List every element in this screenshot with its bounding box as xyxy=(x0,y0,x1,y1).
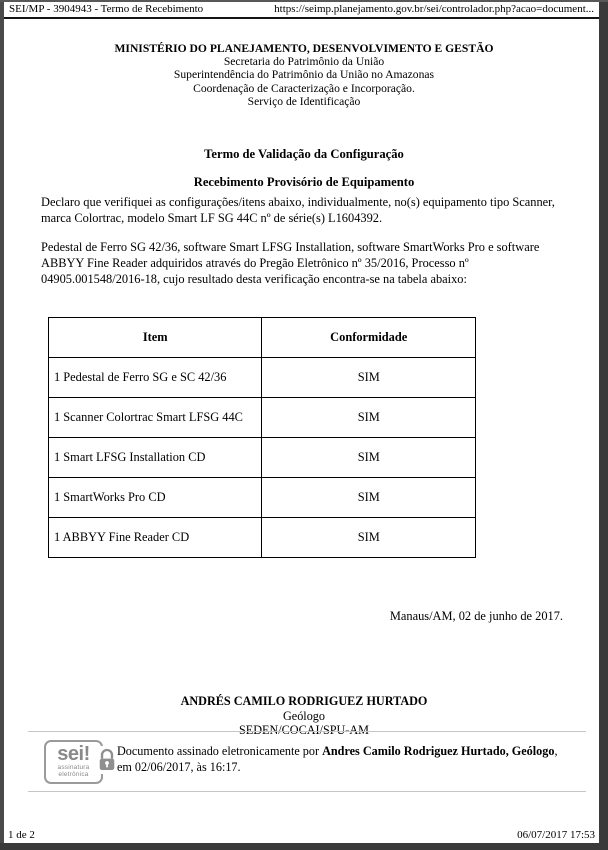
column-header-conformidade: Conformidade xyxy=(262,318,476,358)
item-cell: 1 Scanner Colortrac Smart LFSG 44C xyxy=(49,398,262,438)
table-header-row xyxy=(49,318,476,358)
print-header-url: https://seimp.planejamento.gov.br/sei/controlador.php?acao=document... xyxy=(274,3,594,15)
conformidade-cell: SIM xyxy=(262,478,476,518)
table-row xyxy=(49,518,476,558)
conformity-table xyxy=(48,317,476,558)
item-cell: 1 ABBYY Fine Reader CD xyxy=(49,518,262,558)
declaration-paragraph: Declaro que verifiquei as configurações/itens abaixo, individualmente, no(s) equipamento tipo Scanner, marca Colortrac, modelo Smart LF SG 44C nº de série(s) L1604392. xyxy=(41,195,555,225)
page-edge-bottom xyxy=(0,843,608,850)
item-cell: 1 Pedestal de Ferro SG e SC 42/36 xyxy=(49,358,262,398)
letterhead-line: Secretaria do Patrimônio da União xyxy=(223,55,385,69)
table-row xyxy=(49,478,476,518)
electronic-signature-row xyxy=(44,738,570,792)
sei-logo-text: sei! xyxy=(57,743,90,765)
conformidade-cell: SIM xyxy=(262,398,476,438)
signer-name: ANDRÉS CAMILO RODRIGUEZ HURTADO xyxy=(180,694,428,708)
esig-signer-bold: Andres Camilo Rodriguez Hurtado, Geólogo xyxy=(322,744,555,758)
ministry-name: MINISTÉRIO DO PLANEJAMENTO, DESENVOLVIMENTO E GESTÃO xyxy=(114,42,494,55)
column-header-item: Item xyxy=(49,318,262,358)
acquisition-paragraph: Pedestal de Ferro SG 42/36, software Smart LFSG Installation, software SmartWorks Pro e software ABBYY Fine Reader adquiridos através do Pregão Eletrônico nº 35/2016, Processo nº 04905.001548/2016-18, cujo resultado desta verificação encontra-se na tabela abaixo: xyxy=(41,240,540,286)
sei-logo xyxy=(44,740,103,784)
conformidade-cell: SIM xyxy=(262,438,476,478)
divider-line xyxy=(28,731,586,732)
esig-text-after: , em 02/06/2017, às 16:17. xyxy=(117,744,558,774)
divider-line xyxy=(28,791,586,792)
electronic-signature-statement xyxy=(117,744,569,775)
conformidade-cell: SIM xyxy=(262,358,476,398)
print-timestamp: 06/07/2017 17:53 xyxy=(517,829,595,841)
esig-text-before: Documento assinado eletronicamente por xyxy=(117,744,323,758)
table-row xyxy=(49,438,476,478)
letterhead-line: Superintendência do Patrimônio da União no Amazonas xyxy=(173,68,435,82)
letterhead xyxy=(0,42,608,108)
date-line: Manaus/AM, 02 de junho de 2017. xyxy=(389,609,563,623)
letterhead-line: Serviço de Identificação xyxy=(247,94,361,108)
padlock-icon xyxy=(96,746,118,774)
page-number: 1 de 2 xyxy=(8,829,35,841)
sei-logo-caption: assinatura xyxy=(57,764,90,771)
document-title: Termo de Validação da Configuração xyxy=(204,147,404,161)
print-footer xyxy=(8,829,595,841)
sei-logo-caption: eletrônica xyxy=(58,770,89,778)
document-subtitle: Recebimento Provisório de Equipamento xyxy=(193,175,415,189)
table-row xyxy=(49,398,476,438)
conformidade-cell: SIM xyxy=(262,518,476,558)
table-row xyxy=(49,358,476,398)
signer-role: Geólogo xyxy=(283,708,325,723)
print-header xyxy=(4,2,599,19)
item-cell: 1 SmartWorks Pro CD xyxy=(49,478,262,518)
letterhead-line: Coordenação de Caracterização e Incorporação. xyxy=(193,81,415,95)
item-cell: 1 Smart LFSG Installation CD xyxy=(49,438,262,478)
print-header-document-title: SEI/MP - 3904943 - Termo de Recebimento xyxy=(9,3,204,15)
